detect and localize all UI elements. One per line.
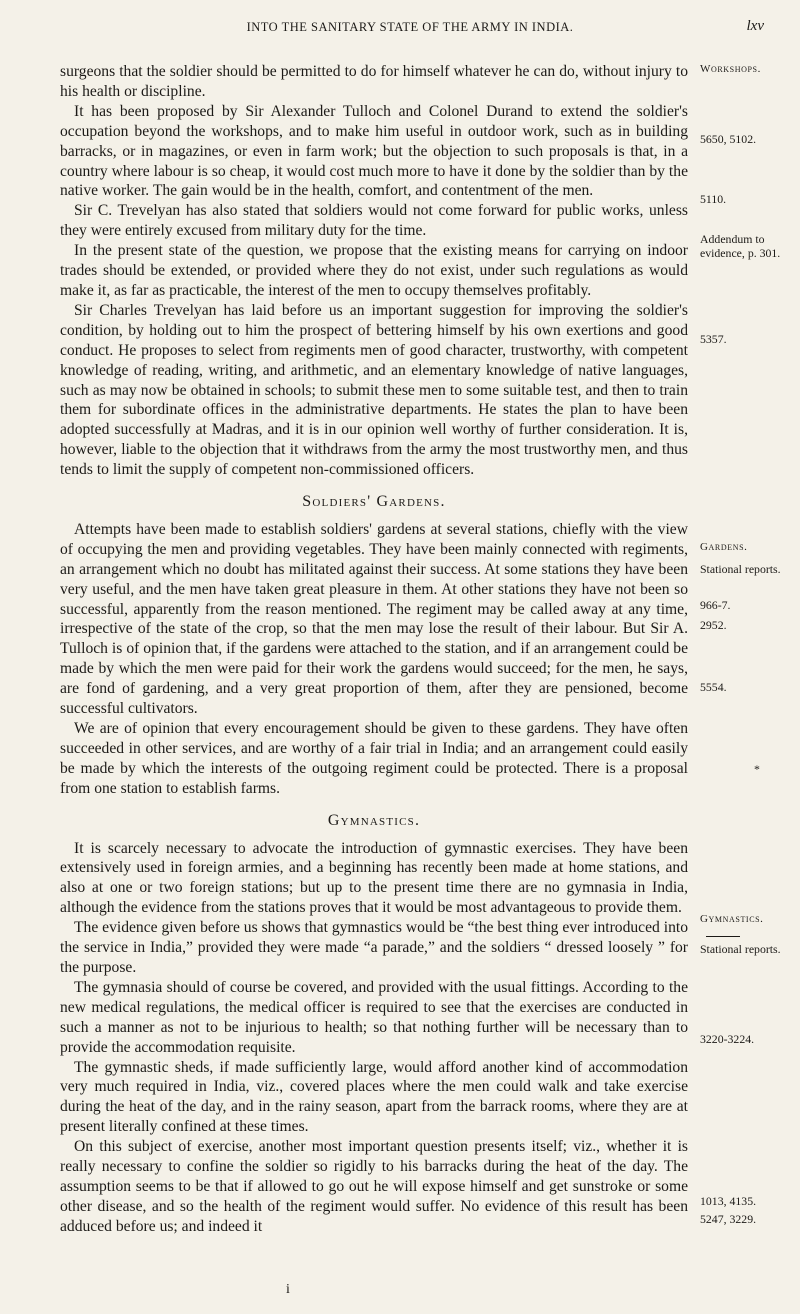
margin-note-ref: 5554. xyxy=(700,680,727,694)
running-head: INTO THE SANITARY STATE OF THE ARMY IN INDIA. xyxy=(246,20,574,34)
margin-note-gymnastics: Gymnastics. xyxy=(700,913,764,925)
paragraph: On this subject of exercise, another most important question presents itself; viz., whether it is really necessary to confine the soldier so rigidly to his barracks during the heat of the day. The assumption seems to be that if allowed to go out he will expose himself and get sunstroke or some other disease, and so the health of the regiment would suffer. No evidence of this result has been adduced before us; and indeed it xyxy=(60,1138,688,1235)
paragraph: surgeons that the soldier should be permitted to do for himself whatever he can do, without injury to his health or discipline. xyxy=(60,63,688,100)
paragraph: It is scarcely necessary to advocate the introduction of gymnastic exercises. They have been extensively used in foreign armies, and a beginning has recently been made at home stations, and also at one or two foreign stations; but up to the present time there are no gymnasia in India, although the evidence from the stations proves that it would be most advantageous to provide them. xyxy=(60,839,688,917)
paragraph: We are of opinion that every encouragement should be given to these gardens. They have often succeeded in other services, and are worthy of a fair trial in India; and an arrangement could easily be made by which the interests of the outgoing regiment could be protected. There is a proposal from one station to establish farms. xyxy=(60,720,688,797)
paragraph: The evidence given before us shows that gymnastics would be “the best thing ever introduced into the service in India,” provided they were made “a parade,” and the soldiers “ dressed loosely ” for the purpose. xyxy=(60,919,688,976)
margin-note-gardens: Gardens. xyxy=(700,541,748,553)
paragraph: Sir Charles Trevelyan has laid before us an important suggestion for improving the soldier's condition, by holding out to him the prospect of bettering himself by his own exertions and good conduct. He proposes to select from regiments men of good character, trustworthy, with competent knowledge of reading, writing, and arithmetic, and an elementary knowledge of native languages, such as may now be obtained in schools; to submit these men to some suitable test, and then to train them for subordinate offices in the administrative departments. He states the plan to have been adopted successfully at Madras, and it is in our opinion well worthy of further consideration. It is, however, liable to the objection that it withdraws from the army the most trustworthy men, and thus tends to limit the supply of competent non-commissioned officers. xyxy=(60,301,688,479)
margin-note-ref: 2952. xyxy=(700,618,727,632)
paragraph: Attempts have been made to establish soldiers' gardens at several stations, chiefly with the view of occupying the men and providing vegetables. They have been mainly connected with regiments, an arrangement which no doubt has militated against their success. At some stations they have been very useful, and the men have taken great pleasure in them. At other stations they have not been so successful, apparently from the reason mentioned. The regiment may be called away at any time, irrespective of the state of the crop, so that the men may lose the result of their labour. But Sir A. Tulloch is of opinion that, if the gardens were attached to the station, and if an arrangement could be made by which the men were paid for their work the gardens would succeed; for the men, he says, are fond of gardening, and a very great proportion of them, after they are pensioned, become successful cultivators. xyxy=(60,520,688,718)
page-number: lxv xyxy=(746,18,764,34)
margin-note-stational-reports: Stational reports. xyxy=(700,562,781,576)
margin-note-ref: 5110. xyxy=(700,192,727,206)
margin-note-addendum: Addendum to evidence, p. 301. xyxy=(700,232,781,260)
paragraph: It has been proposed by Sir Alexander Tulloch and Colonel Durand to extend the soldier's occupation beyond the workshops, and to make him useful in outdoor work, such as in building barracks, or in magazines, or even in farm work; but the objection to such proposals is that, in a country where labour is so cheap, it would cost much more to have it done by the soldier than by the native worker. The gain would be in the health, comfort, and contentment of the men. xyxy=(60,102,688,200)
margin-note-ref: 5357. xyxy=(700,332,727,346)
margin-note-asterisk: * xyxy=(754,762,760,776)
margin-note-ref: 5247, 3229. xyxy=(700,1212,757,1226)
printer-signature-mark: i xyxy=(286,1282,290,1297)
margin-note-ref: 1013, 4135. xyxy=(700,1194,757,1208)
main-text-column xyxy=(60,62,688,1237)
section-heading-gardens: Soldiers' Gardens. xyxy=(302,493,446,511)
margin-note-stational-reports: Stational reports. xyxy=(700,942,781,956)
margin-note-ref: 5650, 5102. xyxy=(700,132,757,146)
paragraph: Sir C. Trevelyan has also stated that soldiers would not come forward for public works, unless they were entirely excused from military duty for the time. xyxy=(60,202,688,240)
margin-note-ref: 3220-3224. xyxy=(700,1032,755,1046)
paragraph: The gymnastic sheds, if made sufficiently large, would afford another kind of accommodation very much required in India, viz., covered places where the men could walk and take exercise during the heat of the day, and in the rainy season, apart from the barrack rooms, where they are at present literally confined at these times. xyxy=(60,1058,688,1136)
margin-rule-divider xyxy=(706,936,740,937)
section-heading-gymnastics: Gymnastics. xyxy=(327,811,421,829)
paragraph: The gymnasia should of course be covered, and provided with the usual fittings. According to the new medical regulations, the medical officer is required to see that the exercises are conducted in such a manner as not to be injurious to health; so that nothing further will be necessary than to provide the accommodation requisite. xyxy=(60,978,688,1056)
margin-note-workshops: Workshops. xyxy=(700,63,761,75)
paragraph: In the present state of the question, we propose that the existing means for carrying on indoor trades should be extended, or provided where they do not exist, under such regulations as would make it, as far as practicable, the interest of the men to occupy themselves profitably. xyxy=(60,242,688,299)
margin-note-ref: 966-7. xyxy=(700,598,731,612)
